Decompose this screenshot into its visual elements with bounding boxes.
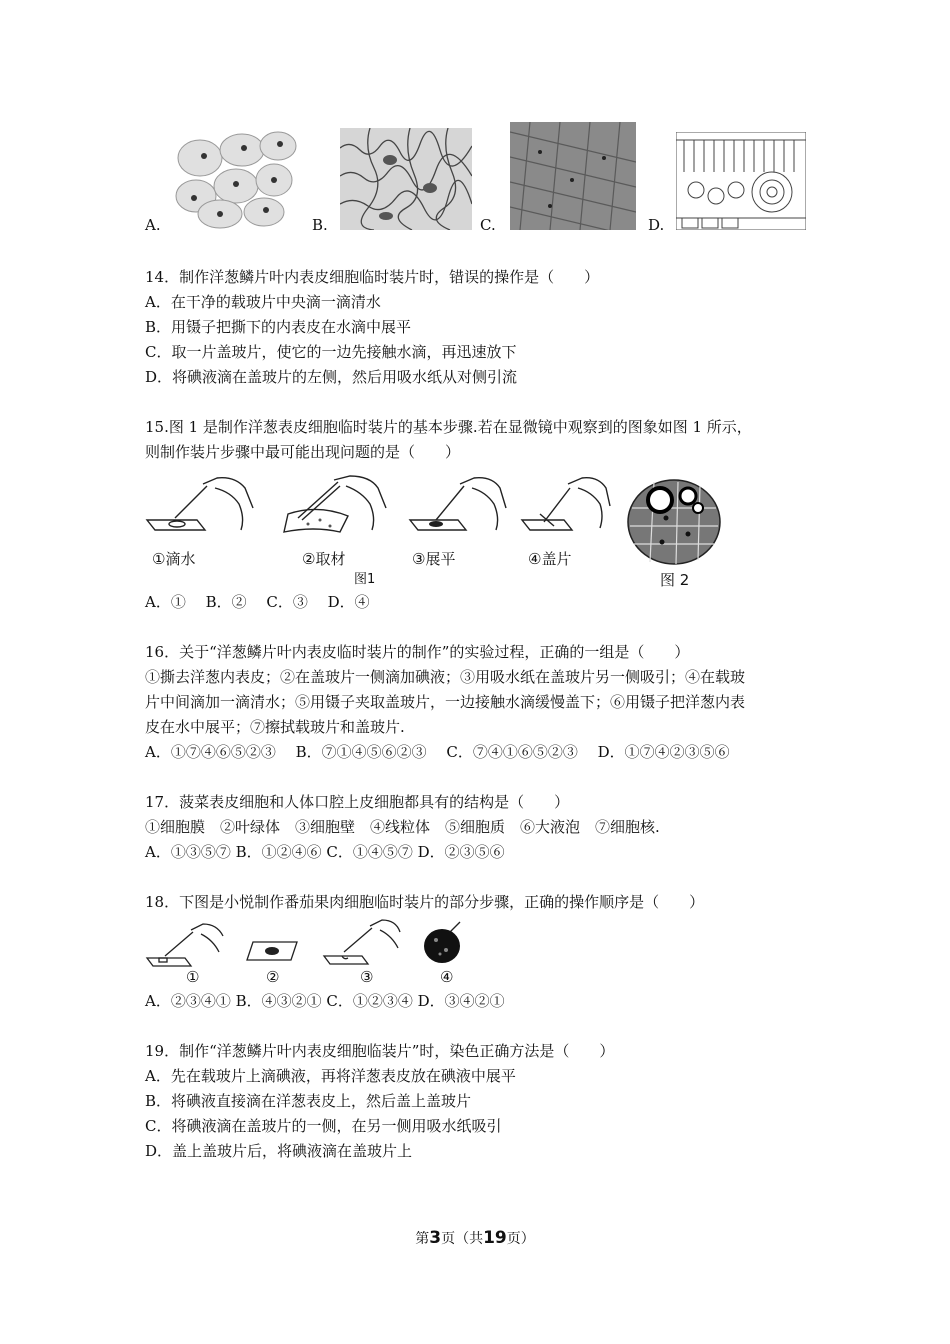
leaf-cross-section-image (676, 132, 806, 230)
q18-step-1-drawing (145, 922, 225, 968)
figure-2-caption: 图 2 (660, 571, 690, 589)
q15-stem-line1: 15.图 1 是制作洋葱表皮细胞临时装片的基本步骤.若在显微镜中观察到的图象如图 1 所示， (145, 418, 752, 436)
q16-body-line3: 皮在水中展平；⑦擦拭载玻片和盖玻片. (145, 718, 405, 736)
q18-step-4-drawing (420, 920, 470, 966)
q15-step-4-label: ④盖片 (528, 550, 572, 568)
q15-stem-line2: 则制作装片步骤中最可能出现问题的是（ ） (145, 443, 461, 461)
dropper-water-drawing (145, 474, 255, 536)
q18-step-3-drawing (322, 918, 402, 968)
q14-option-b: B．用镊子把撕下的内表皮在水滴中展平 (145, 318, 412, 336)
q18-options: A．②③④① B．④③②① C．①②③④ D．③④②① (145, 992, 505, 1010)
q17-items: ①细胞膜 ②叶绿体 ③细胞壁 ④线粒体 ⑤细胞质 ⑥大液泡 ⑦细胞核. (145, 818, 660, 836)
q15-options: A．① B．② C．③ D．④ (145, 593, 370, 611)
q16-options: A．①⑦④⑥⑤②③ B．⑦①④⑤⑥②③ C．⑦④①⑥⑤②③ D．①⑦④②③⑤⑥ (145, 743, 730, 761)
page-footer (0, 1228, 950, 1248)
footer-suffix: 页） (506, 1231, 535, 1247)
q15-step-2-label: ②取材 (302, 550, 346, 568)
q18-step-2-label: ② (266, 968, 280, 986)
q14-option-c: C．取一片盖玻片，使它的一边先接触水滴，再迅速放下 (145, 343, 517, 361)
needle-spreading-drawing (408, 474, 508, 536)
q15-step-3-label: ③展平 (412, 550, 456, 568)
q19-option-a: A．先在载玻片上滴碘液，再将洋葱表皮放在碘液中展平 (145, 1067, 516, 1085)
q14-stem: 14．制作洋葱鳞片叶内表皮细胞临时装片时，错误的操作是（ ） (145, 268, 600, 286)
q16-stem: 16．关于“洋葱鳞片叶内表皮临时装片的制作”的实验过程，正确的一组是（ ） (145, 643, 690, 661)
figure-1-caption: 图1 (354, 572, 376, 587)
q16-body-line2: 片中间滴加一滴清水；⑤用镊子夹取盖玻片，一边接触水滴缓慢盖下；⑥用镊子把洋葱内表 (145, 693, 746, 711)
footer-total-pages: 19 (483, 1228, 507, 1248)
q13-option-b-label: B. (312, 216, 328, 234)
q18-step-3-label: ③ (360, 968, 374, 986)
q19-option-c: C．将碘液滴在盖玻片的一侧，在另一侧用吸水纸吸引 (145, 1117, 502, 1135)
q19-stem: 19．制作“洋葱鳞片叶内表皮细胞临装片”时，染色正确方法是（ ） (145, 1042, 615, 1060)
q19-option-d: D．盖上盖玻片后，将碘液滴在盖玻片上 (145, 1142, 413, 1160)
q17-stem: 17．菠菜表皮细胞和人体口腔上皮细胞都具有的结构是（ ） (145, 793, 570, 811)
q17-options: A．①③⑤⑦ B．①②④⑥ C．①④⑤⑦ D．②③⑤⑥ (145, 843, 505, 861)
q18-stem: 18．下图是小悦制作番茄果肉细胞临时装片的部分步骤，正确的操作顺序是（ ） (145, 893, 705, 911)
q18-step-4-label: ④ (440, 968, 454, 986)
q14-option-d: D．将碘液滴在盖玻片的左侧，然后用吸水纸从对侧引流 (145, 368, 518, 386)
q18-step-1-label: ① (186, 968, 200, 986)
q13-option-c-label: C. (480, 216, 496, 234)
coverslip-drawing (520, 474, 612, 536)
q13-option-a-label: A. (145, 216, 161, 234)
q14-option-a: A．在干净的载玻片中央滴一滴清水 (145, 293, 381, 311)
q19-option-b: B．将碘液直接滴在洋葱表皮上，然后盖上盖玻片 (145, 1092, 472, 1110)
microscope-view-drawing (626, 478, 722, 566)
footer-prefix: 第 (415, 1231, 430, 1247)
q15-step-1-label: ①滴水 (152, 550, 196, 568)
q18-step-2-drawing (245, 932, 303, 964)
footer-middle: 页（共 (441, 1231, 484, 1247)
leaf-epidermis-image (340, 128, 472, 230)
cheek-cells-image (170, 128, 298, 230)
q13-option-d-label: D. (648, 216, 665, 234)
footer-page-number: 3 (429, 1228, 442, 1248)
onion-epidermis-image (510, 122, 636, 230)
tweezers-sampling-drawing (278, 474, 388, 536)
q16-body-line1: ①撕去洋葱内表皮；②在盖玻片一侧滴加碘液；③用吸水纸在盖玻片另一侧吸引；④在载玻 (145, 668, 746, 686)
